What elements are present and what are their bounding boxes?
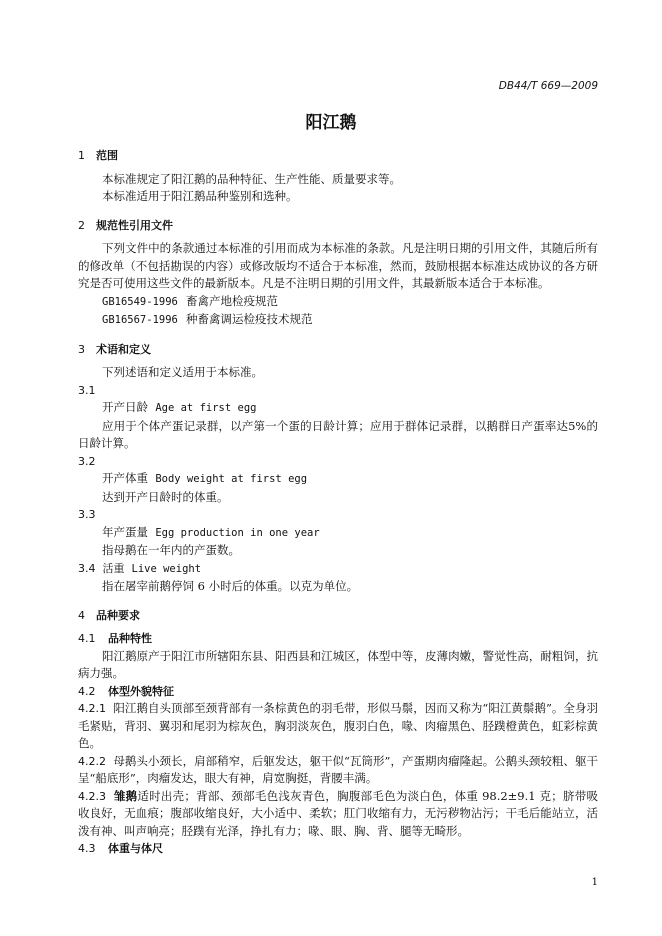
- term-definition: 应用于个体产蛋记录群，以产第一个蛋的日龄计算；应用于群体记录群，以鹅群日产蛋率达5%的日龄计算。: [78, 418, 598, 450]
- document-title: 阳江鹅: [305, 113, 357, 133]
- term-title: [78, 470, 598, 489]
- section-number: 4: [78, 608, 85, 622]
- reference-code: GB16567-1996: [102, 314, 178, 326]
- section-number: 2: [78, 218, 85, 232]
- section-title: 品种要求: [96, 608, 140, 622]
- subsection-title: 体型外貌特征: [108, 684, 174, 698]
- reference-code: GB16549-1996: [102, 295, 178, 308]
- standard-code: DB44/T 669—2009: [498, 80, 598, 92]
- clause-paragraph: [78, 788, 598, 841]
- paragraph: 下列述语和定义适用于本标准。: [102, 365, 263, 379]
- paragraph: 本标准规定了阳江鹅的品种特征、生产性能、质量要求等。: [102, 171, 401, 186]
- clause-lead: 雏鹅: [113, 788, 138, 803]
- term-title: [78, 399, 598, 418]
- clause-text: 适时出壳；背部、颈部毛色浅灰青色，胸腹部毛色为淡白色，体重 98.2±9.1 克；脐带吸收良好，无血痕；腹部收缩良好，大小适中、柔软；肛门收缩有力，无污秽物沾污；干毛后能站立，活泼有神、叫声响亮；胫蹼有光泽，挣扎有力；喙、眼、胸、背、腿等无畸形。: [78, 788, 599, 838]
- term-title: [78, 524, 598, 543]
- subsection-title: 品种特性: [108, 632, 152, 645]
- section-heading-2: [78, 217, 598, 235]
- page-number: 1: [591, 877, 598, 888]
- section-heading-3: [78, 341, 598, 359]
- section-number: 1: [78, 149, 85, 162]
- subsection-title: 体重与体尺: [108, 842, 163, 855]
- reference-name: 种畜禽调运检疫技术规范: [186, 312, 313, 326]
- section-number: 3: [78, 342, 85, 356]
- term-english: Egg production in one year: [155, 526, 320, 539]
- term-name: 年产蛋量: [102, 524, 148, 539]
- paragraph: 下列文件中的条款通过本标准的引用而成为本标准的条款。凡是注明日期的引用文件，其随后所有的修改单（不包括勘误的内容）或修改版均不适合于本标准，然而，鼓励根据本标准达成协议的各方研究是否可使用这些文件的最新版本。凡是不注明日期的引用文件，其最新版本适合于本标准。: [78, 241, 598, 290]
- term-english: Age at first egg: [155, 402, 257, 414]
- section-title: 范围: [96, 149, 118, 162]
- subsection-heading: [78, 840, 598, 858]
- subsection-heading: [78, 683, 598, 701]
- term-number: 3.1: [78, 383, 96, 397]
- section-title: 术语和定义: [96, 342, 151, 356]
- term-name: 活重: [102, 561, 125, 575]
- subsection-heading: [78, 630, 598, 648]
- reference-name: 畜禽产地检疫规范: [186, 293, 278, 308]
- term-definition: 指在屠宰前鹅停饲 6 小时后的体重。以克为单位。: [102, 579, 359, 593]
- clause-paragraph: [78, 753, 598, 788]
- paragraph: 本标准适用于阳江鹅品种鉴别和选种。: [102, 189, 298, 203]
- term-definition: 指母鹅在一年内的产蛋数。: [102, 543, 240, 557]
- term-name: 开产日龄: [102, 400, 148, 414]
- clause-number: 4.2.2: [78, 754, 106, 768]
- reference-item: [78, 311, 598, 330]
- clause-text: 母鹅头小颈长，肩部稍窄，后躯发达，躯干似“瓦筒形”，产蛋期肉瘤隆起。公鹅头颈较粗、躯干呈“船底形”，肉瘤发达，眼大有神，肩宽胸挺，背腰丰满。: [78, 753, 599, 785]
- term-english: Body weight at first egg: [155, 473, 308, 485]
- subsection-number: 4.2: [78, 684, 96, 698]
- clause-number: 4.2.1: [78, 702, 106, 715]
- document-body: [78, 147, 598, 858]
- term-title-inline: [78, 560, 598, 579]
- reference-item: [78, 293, 598, 312]
- term-number: 3.2: [78, 454, 96, 468]
- term-english: Live weight: [131, 562, 202, 575]
- term-name: 开产体重: [102, 471, 148, 485]
- term-number: 3.4: [78, 561, 96, 575]
- clause-number: 4.2.3: [78, 789, 106, 803]
- paragraph: 阳江鹅原产于阳江市所辖阳东县、阳西县和江城区，体型中等，皮薄肉嫩，警觉性高，耐粗饲，抗病力强。: [78, 648, 598, 680]
- section-title: 规范性引用文件: [96, 218, 173, 232]
- subsection-number: 4.3: [78, 842, 96, 855]
- section-heading-4: [78, 607, 598, 625]
- clause-paragraph: [78, 700, 598, 753]
- subsection-number: 4.1: [78, 632, 96, 645]
- term-number: 3.3: [78, 508, 96, 521]
- term-definition: 达到开产日龄时的体重。: [102, 489, 229, 504]
- section-heading-1: [78, 147, 598, 165]
- clause-text: 阳江鹅自头顶部至颈背部有一条棕黄色的羽毛带，形似马鬃，因而又称为“阳江黄鬃鹅”。全身羽毛紧贴，背羽、翼羽和尾羽为棕灰色，胸羽淡灰色，腹羽白色，喙、肉瘤黑色、胫蹼橙黄色，虹彩棕黄色。: [78, 701, 599, 750]
